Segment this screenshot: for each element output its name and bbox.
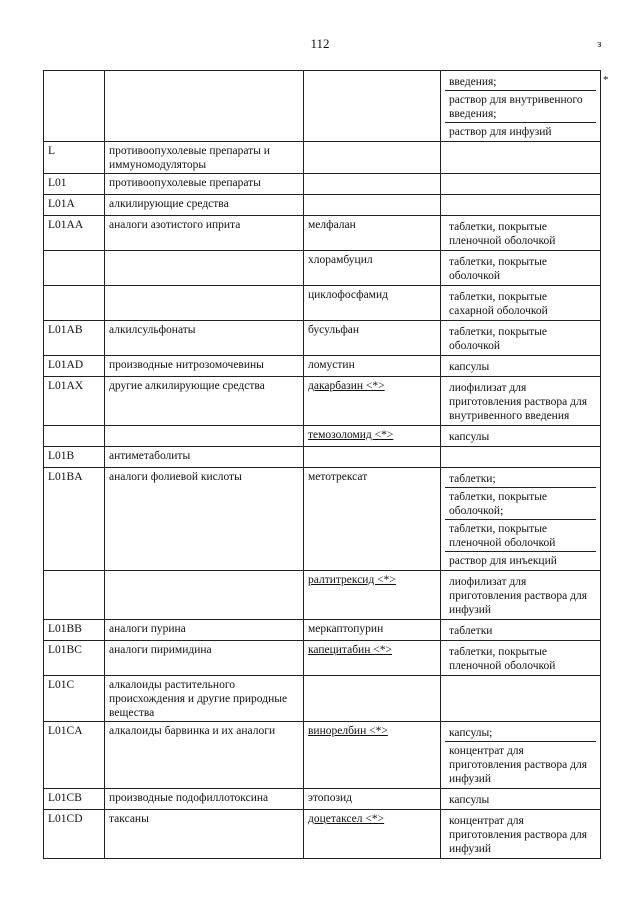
drug-name: хлорамбуцил bbox=[308, 254, 373, 266]
group-name-cell: аналоги фолиевой кислоты bbox=[105, 468, 304, 571]
table-row bbox=[44, 377, 601, 426]
dosage-form-cell bbox=[441, 571, 601, 620]
dosage-form-cell bbox=[441, 810, 601, 859]
group-name-cell: алкалоиды барвинка и их аналоги bbox=[105, 722, 304, 789]
drug-name-cell bbox=[304, 286, 441, 321]
atc-code-cell: L01AB bbox=[44, 321, 105, 356]
group-name-cell: антиметаболиты bbox=[105, 447, 304, 468]
table-row bbox=[44, 71, 601, 142]
dosage-form: таблетки; bbox=[449, 473, 496, 485]
dosage-form-cell bbox=[441, 321, 601, 356]
dosage-form: раствор для инфузий bbox=[445, 122, 596, 140]
table-row bbox=[44, 321, 601, 356]
atc-code-cell: L01CB bbox=[44, 789, 105, 810]
drug-name-cell bbox=[304, 571, 441, 620]
drug-name-cell bbox=[304, 676, 441, 722]
drug-name-cell bbox=[304, 356, 441, 377]
drug-name-cell bbox=[304, 426, 441, 447]
dosage-form: капсулы bbox=[449, 794, 490, 806]
atc-code-cell bbox=[44, 251, 105, 286]
drug-name-cell bbox=[304, 789, 441, 810]
dosage-form: концентрат для приготовления раствора для инфузий bbox=[449, 815, 587, 855]
atc-code-cell: L01BA bbox=[44, 468, 105, 571]
table-row bbox=[44, 641, 601, 676]
dosage-form: лиофилизат для приготовления раствора для инфузий bbox=[449, 576, 587, 616]
group-name-cell bbox=[105, 286, 304, 321]
drug-name: винорелбин <*> bbox=[308, 725, 388, 737]
drug-name: ралтитрексид <*> bbox=[308, 574, 396, 586]
dosage-form: раствор для инъекций bbox=[445, 551, 596, 569]
dosage-form: введения; bbox=[449, 76, 497, 88]
dosage-form-cell bbox=[441, 447, 601, 468]
table-row bbox=[44, 447, 601, 468]
dosage-form-cell bbox=[441, 789, 601, 810]
table-row bbox=[44, 142, 601, 174]
dosage-form-cell bbox=[441, 377, 601, 426]
dosage-form: таблетки, покрытые пленочной оболочкой bbox=[449, 221, 556, 247]
table-body bbox=[44, 71, 601, 859]
table-row bbox=[44, 174, 601, 195]
drug-name-cell bbox=[304, 447, 441, 468]
group-name-cell bbox=[105, 71, 304, 142]
group-name-cell: аналоги азотистого иприта bbox=[105, 216, 304, 251]
drug-name: циклофосфамид bbox=[308, 289, 388, 301]
atc-code-cell: L01CA bbox=[44, 722, 105, 789]
dosage-form-cell bbox=[441, 174, 601, 195]
atc-code-cell: L01A bbox=[44, 195, 105, 216]
dosage-form-cell bbox=[441, 641, 601, 676]
drug-name-cell bbox=[304, 321, 441, 356]
table-row bbox=[44, 356, 601, 377]
group-name-cell: производные подофиллотоксина bbox=[105, 789, 304, 810]
dosage-form: таблетки, покрытые пленочной оболочкой bbox=[445, 519, 596, 551]
atc-code-cell: L01BC bbox=[44, 641, 105, 676]
atc-code-cell: L bbox=[44, 142, 105, 174]
dosage-form: капсулы bbox=[449, 431, 490, 443]
dosage-form-cell bbox=[441, 356, 601, 377]
drug-name-cell bbox=[304, 377, 441, 426]
corner-mark: з bbox=[597, 38, 602, 50]
table-row bbox=[44, 620, 601, 641]
group-name-cell bbox=[105, 426, 304, 447]
atc-code-cell: L01CD bbox=[44, 810, 105, 859]
group-name-cell: аналоги пурина bbox=[105, 620, 304, 641]
group-name-cell bbox=[105, 571, 304, 620]
dosage-form bbox=[445, 678, 596, 695]
dosage-form bbox=[445, 176, 596, 193]
table-row bbox=[44, 426, 601, 447]
atc-code-cell: L01AA bbox=[44, 216, 105, 251]
dosage-form bbox=[445, 449, 596, 466]
atc-code-cell: L01 bbox=[44, 174, 105, 195]
dosage-form-cell bbox=[441, 426, 601, 447]
dosage-form: таблетки, покрытые оболочкой; bbox=[445, 487, 596, 519]
dosage-form-cell bbox=[441, 286, 601, 321]
atc-code-cell bbox=[44, 71, 105, 142]
group-name-cell: алкилирующие средства bbox=[105, 195, 304, 216]
table-row bbox=[44, 722, 601, 789]
dosage-form: раствор для внутривенного введения; bbox=[445, 90, 596, 122]
dosage-form bbox=[445, 197, 596, 214]
drug-name-cell bbox=[304, 722, 441, 789]
drug-name: этопозид bbox=[308, 792, 353, 804]
table-row bbox=[44, 789, 601, 810]
dosage-form: таблетки, покрытые оболочкой bbox=[449, 326, 548, 352]
dosage-form-cell bbox=[441, 71, 601, 142]
atc-code-cell bbox=[44, 286, 105, 321]
medicines-table bbox=[43, 70, 601, 859]
table-row bbox=[44, 571, 601, 620]
table-row bbox=[44, 195, 601, 216]
table-row bbox=[44, 810, 601, 859]
drug-name: доцетаксел <*> bbox=[308, 813, 385, 825]
group-name-cell: противоопухолевые препараты bbox=[105, 174, 304, 195]
group-name-cell: алкалоиды растительного происхождения и другие природные вещества bbox=[105, 676, 304, 722]
dosage-form-cell bbox=[441, 722, 601, 789]
drug-name-cell bbox=[304, 216, 441, 251]
margin-star-mark: * bbox=[603, 74, 609, 86]
drug-name: ломустин bbox=[308, 359, 355, 371]
dosage-form-cell bbox=[441, 468, 601, 571]
dosage-form-cell bbox=[441, 676, 601, 722]
drug-name-cell bbox=[304, 174, 441, 195]
dosage-form: капсулы; bbox=[449, 727, 493, 739]
dosage-form bbox=[445, 144, 596, 161]
drug-name: капецитабин <*> bbox=[308, 644, 392, 656]
dosage-form: таблетки bbox=[449, 625, 493, 637]
group-name-cell: другие алкилирующие средства bbox=[105, 377, 304, 426]
table-row bbox=[44, 251, 601, 286]
page-number: 112 bbox=[310, 36, 330, 51]
drug-name: темозоломид <*> bbox=[308, 429, 394, 441]
dosage-form: капсулы bbox=[449, 361, 490, 373]
table-row bbox=[44, 468, 601, 571]
dosage-form: таблетки, покрытые сахарной оболочкой bbox=[449, 291, 548, 317]
drug-name-cell bbox=[304, 142, 441, 174]
group-name-cell bbox=[105, 251, 304, 286]
atc-code-cell: L01B bbox=[44, 447, 105, 468]
dosage-form: лиофилизат для приготовления раствора для внутривенного введения bbox=[449, 382, 587, 422]
group-name-cell: производные нитрозомочевины bbox=[105, 356, 304, 377]
drug-name-cell bbox=[304, 468, 441, 571]
drug-name-cell bbox=[304, 71, 441, 142]
dosage-form: концентрат для приготовления раствора для инфузий bbox=[445, 741, 596, 787]
dosage-form-cell bbox=[441, 142, 601, 174]
drug-name: мелфалан bbox=[308, 219, 356, 231]
drug-name-cell bbox=[304, 620, 441, 641]
atc-code-cell bbox=[44, 571, 105, 620]
atc-code-cell: L01C bbox=[44, 676, 105, 722]
table-row bbox=[44, 216, 601, 251]
atc-code-cell: L01BB bbox=[44, 620, 105, 641]
drug-name: дакарбазин <*> bbox=[308, 380, 385, 392]
dosage-form: таблетки, покрытые оболочкой bbox=[449, 256, 548, 282]
drug-name: меркаптопурин bbox=[308, 623, 384, 635]
drug-name-cell bbox=[304, 195, 441, 216]
table-row bbox=[44, 676, 601, 722]
dosage-form-cell bbox=[441, 251, 601, 286]
dosage-form: таблетки, покрытые пленочной оболочкой bbox=[449, 646, 556, 672]
atc-code-cell: L01AD bbox=[44, 356, 105, 377]
drug-name-cell bbox=[304, 810, 441, 859]
group-name-cell: противоопухолевые препараты и иммуномодуляторы bbox=[105, 142, 304, 174]
group-name-cell: аналоги пиримидина bbox=[105, 641, 304, 676]
atc-code-cell: L01AX bbox=[44, 377, 105, 426]
dosage-form-cell bbox=[441, 195, 601, 216]
drug-name: бусульфан bbox=[308, 324, 360, 336]
dosage-form-cell bbox=[441, 620, 601, 641]
drug-name: метотрексат bbox=[308, 471, 368, 483]
drug-name-cell bbox=[304, 641, 441, 676]
dosage-form-cell bbox=[441, 216, 601, 251]
drug-name-cell bbox=[304, 251, 441, 286]
table-row bbox=[44, 286, 601, 321]
atc-code-cell bbox=[44, 426, 105, 447]
group-name-cell: алкилсульфонаты bbox=[105, 321, 304, 356]
group-name-cell: таксаны bbox=[105, 810, 304, 859]
